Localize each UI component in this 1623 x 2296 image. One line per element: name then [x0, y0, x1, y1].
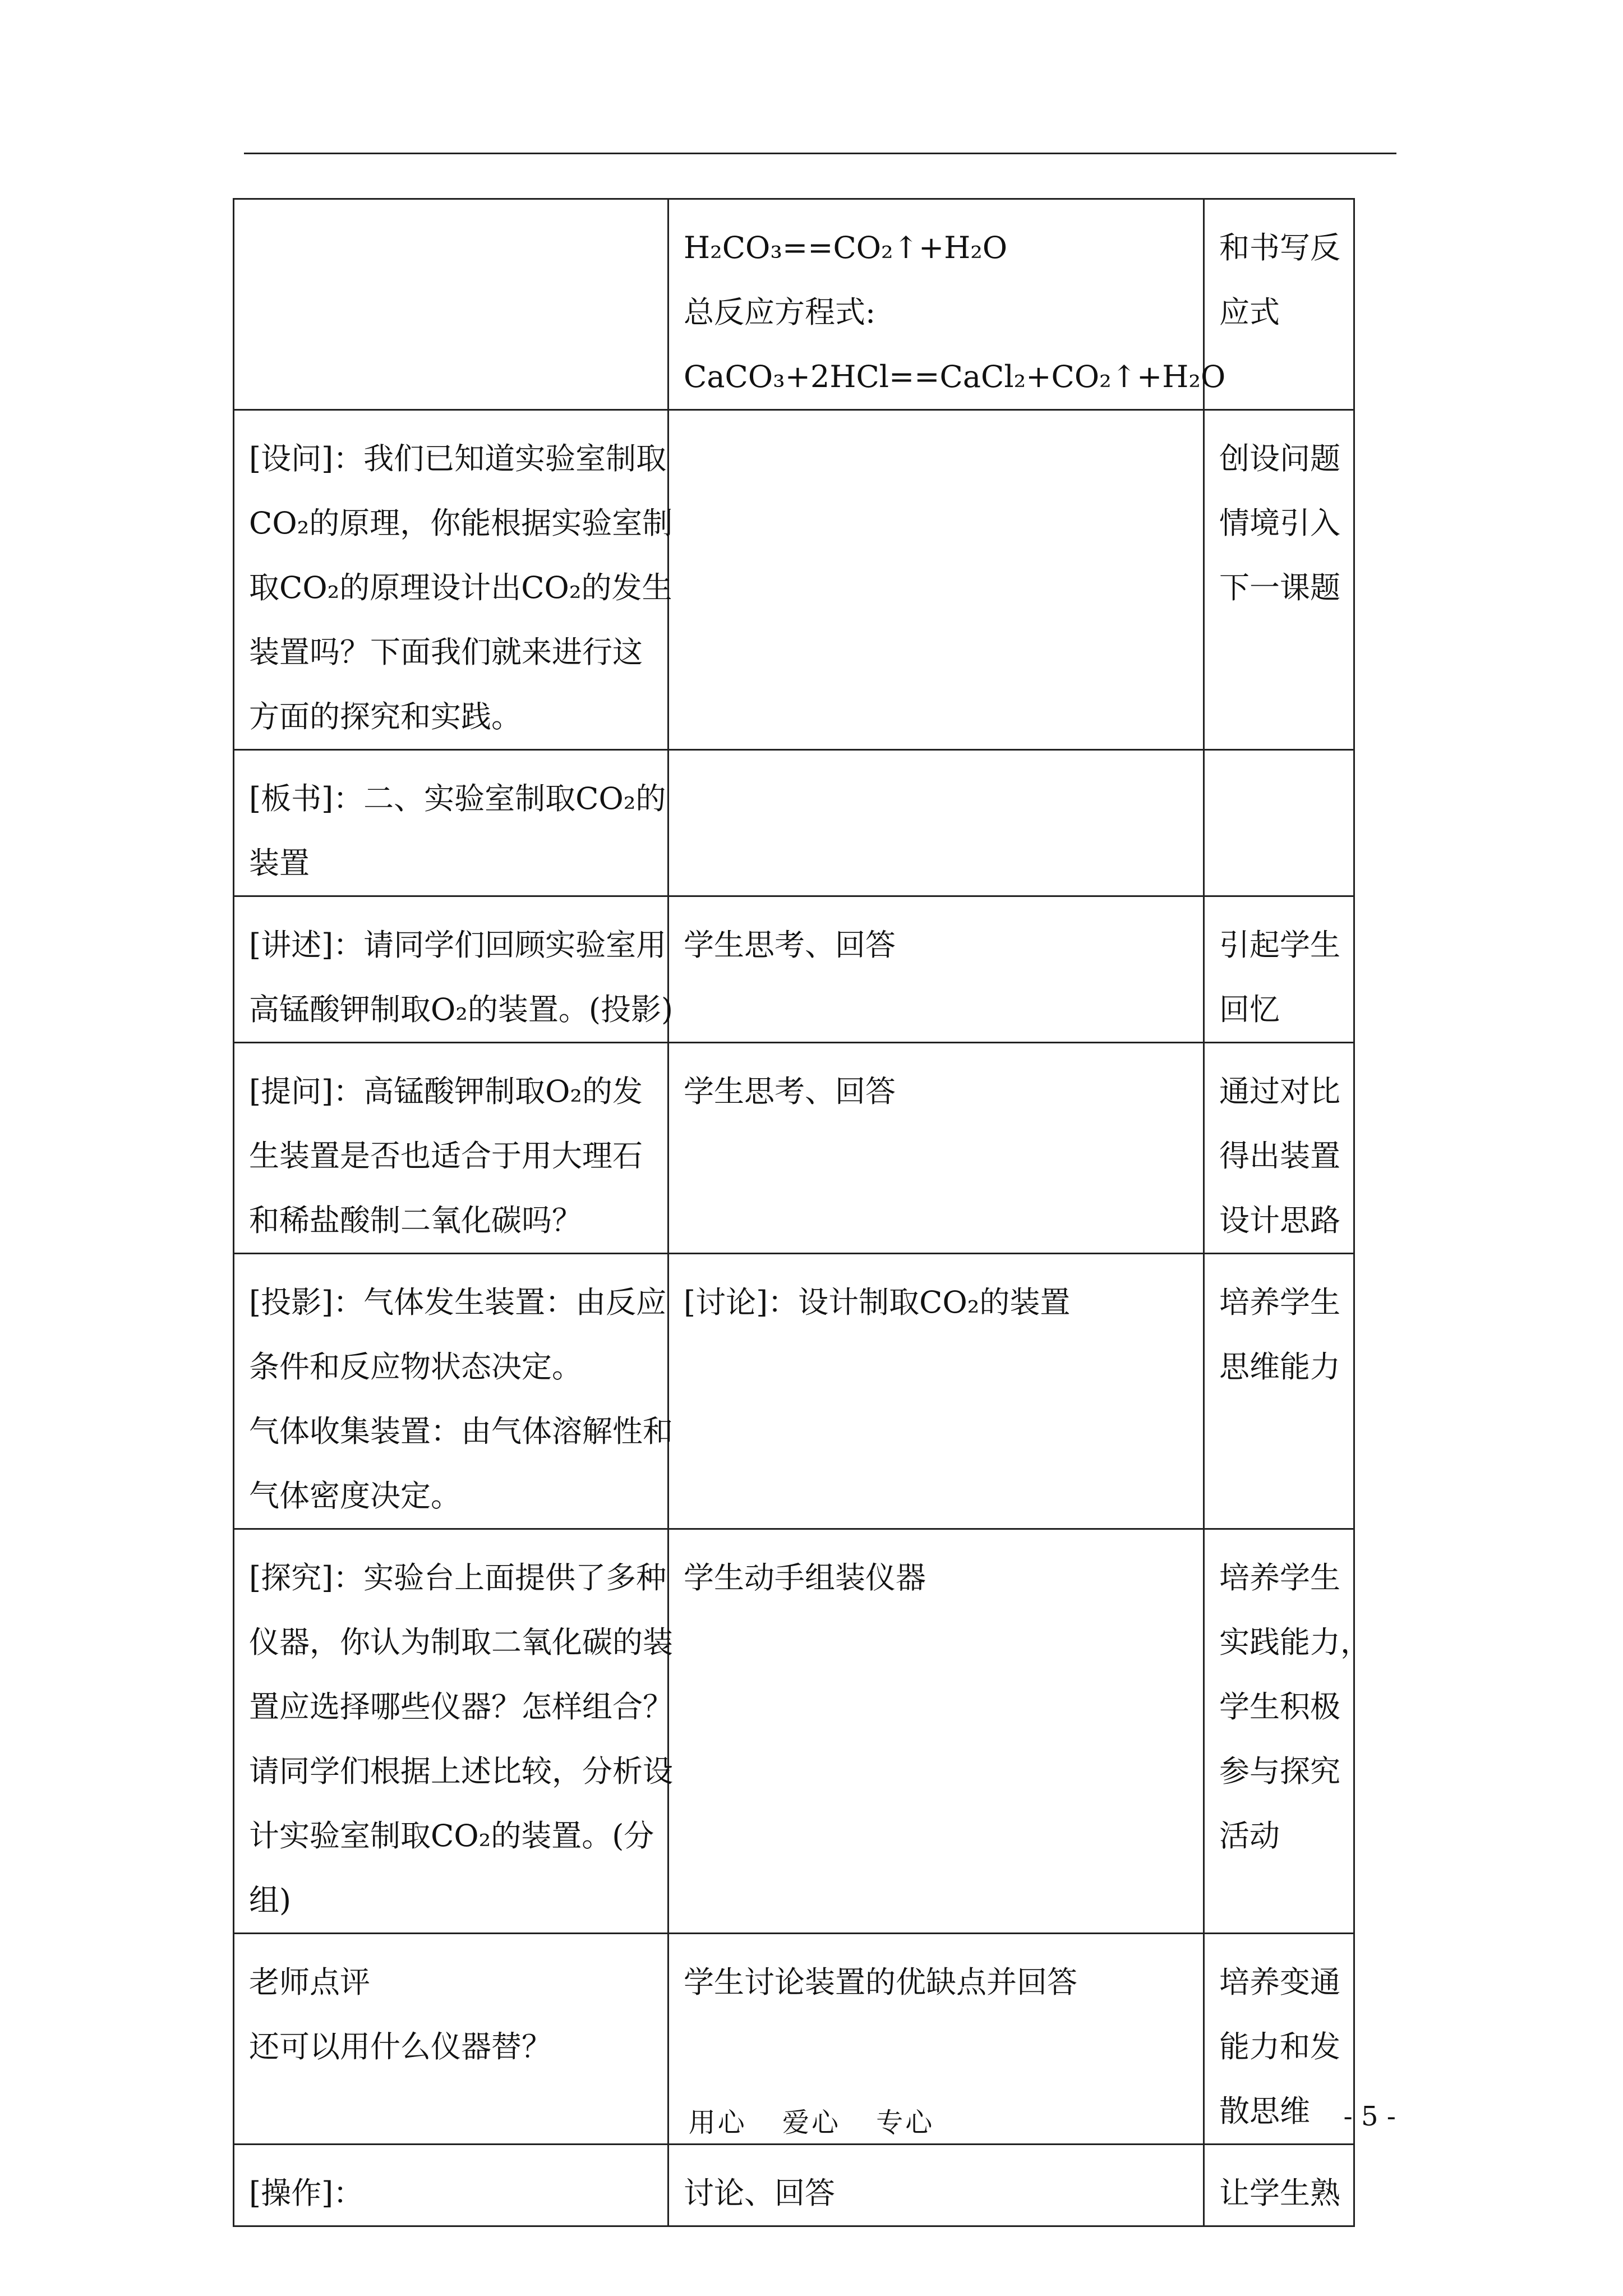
student-activity-cell	[668, 2145, 1204, 2226]
student-activity-cell	[668, 750, 1204, 896]
cell-line: 请同学们根据上述比较，分析设	[249, 1754, 673, 1789]
design-intent-cell	[1204, 199, 1354, 410]
teacher-activity-cell	[234, 896, 674, 1043]
student-activity-cell	[668, 410, 1204, 750]
table-row	[234, 1529, 1354, 1934]
cell-line: 仪器，你认为制取二氧化碳的装	[249, 1625, 673, 1660]
cell-line: 置应选择哪些仪器？怎样组合？	[249, 1689, 673, 1724]
table-row	[234, 2145, 1354, 2226]
table-row	[234, 410, 1354, 750]
design-intent-cell	[1204, 896, 1354, 1043]
cell-line: 得出装置	[1219, 1138, 1340, 1174]
table-row	[234, 1254, 1354, 1529]
design-intent-cell	[1204, 1254, 1354, 1529]
cell-line: 通过对比	[1219, 1074, 1340, 1109]
cell-line: 参与探究	[1219, 1754, 1340, 1789]
cell-line: 学生讨论装置的优缺点并回答	[684, 1964, 1077, 2000]
cell-line: 下一课题	[1219, 570, 1340, 605]
cell-line: 培养学生	[1219, 1560, 1340, 1595]
student-activity-cell	[668, 1529, 1204, 1934]
footer-word-1: 用心	[688, 2107, 747, 2138]
cell-line: 思维能力	[1219, 1349, 1340, 1384]
student-activity-cell	[668, 1043, 1204, 1254]
cell-line: [探究]：实验台上面提供了多种	[249, 1560, 667, 1595]
cell-line: 培养变通	[1219, 1964, 1340, 2000]
cell-line: 条件和反应物状态决定。	[249, 1349, 582, 1384]
table-row	[234, 896, 1354, 1043]
cell-line: 应式	[1219, 295, 1280, 330]
cell-line: 设计思路	[1219, 1203, 1340, 1238]
cell-line: [设问]：我们已知道实验室制取	[249, 441, 667, 476]
design-intent-cell	[1204, 2145, 1354, 2226]
student-activity-cell	[668, 199, 1226, 410]
cell-line: 气体密度决定。	[249, 1478, 461, 1513]
teacher-activity-cell	[234, 1529, 673, 1934]
header-rule	[244, 153, 1396, 154]
cell-line: 装置吗？下面我们就来进行这	[249, 634, 643, 670]
cell-line: 让学生熟	[1219, 2175, 1340, 2211]
cell-line: 能力和发	[1219, 2029, 1340, 2064]
cell-line: 计实验室制取CO₂的装置。(分	[249, 1818, 654, 1853]
design-intent-cell	[1204, 750, 1354, 896]
cell-line: 取CO₂的原理设计出CO₂的发生	[249, 570, 672, 605]
cell-line: [操作]：	[249, 2175, 364, 2211]
cell-line: 实践能力，	[1219, 1625, 1371, 1660]
cell-line: 学生动手组装仪器	[684, 1560, 926, 1595]
cell-line: [讨论]：设计制取CO₂的装置	[684, 1285, 1071, 1320]
table-row	[234, 750, 1354, 896]
cell-line: 学生思考、回答	[684, 927, 896, 963]
cell-line: 讨论、回答	[684, 2175, 835, 2211]
page-number: - 5 -	[1343, 2101, 1396, 2132]
cell-line: CO₂的原理，你能根据实验室制	[249, 505, 673, 541]
cell-line: 还可以用什么仪器替？	[249, 2029, 552, 2064]
cell-line: 装置	[249, 845, 310, 881]
cell-line: [讲述]：请同学们回顾实验室用	[249, 927, 667, 963]
footer-word-3: 专心	[876, 2107, 935, 2138]
cell-line: 气体收集装置：由气体溶解性和	[249, 1414, 673, 1449]
cell-line: 和书写反	[1219, 230, 1340, 265]
cell-line: H₂CO₃==CO₂↑+H₂O	[684, 230, 1008, 265]
cell-line: 老师点评	[249, 1964, 370, 2000]
design-intent-cell	[1204, 410, 1354, 750]
table-row	[234, 199, 1354, 410]
cell-line: 总反应方程式:	[684, 295, 876, 330]
cell-line: 回忆	[1219, 992, 1280, 1027]
cell-line: 创设问题	[1219, 441, 1340, 476]
cell-line: 方面的探究和实践。	[249, 699, 522, 734]
cell-line: 组)	[249, 1883, 292, 1918]
teacher-activity-cell	[234, 2145, 668, 2226]
teacher-activity-cell	[234, 1254, 673, 1529]
cell-line: 高锰酸钾制取O₂的装置。(投影)	[249, 992, 674, 1027]
cell-line: 活动	[1219, 1818, 1280, 1853]
table-row	[234, 1043, 1354, 1254]
teacher-activity-cell	[234, 1043, 668, 1254]
lesson-table	[233, 198, 1371, 2227]
cell-line: 生装置是否也适合于用大理石	[249, 1138, 643, 1174]
student-activity-cell	[668, 1254, 1204, 1529]
cell-line: 散思维	[1219, 2093, 1310, 2129]
footer-word-2: 爱心	[782, 2107, 841, 2138]
teacher-activity-cell	[234, 199, 668, 410]
cell-line: [投影]：气体发生装置：由反应	[249, 1285, 667, 1320]
cell-line: 和稀盐酸制二氧化碳吗？	[249, 1203, 582, 1238]
cell-line: [板书]：二、实验室制取CO₂的	[249, 781, 666, 816]
cell-line: 培养学生	[1219, 1285, 1340, 1320]
cell-line: 引起学生	[1219, 927, 1340, 963]
teacher-activity-cell	[234, 750, 668, 896]
cell-line: CaCO₃+2HCl==CaCl₂+CO₂↑+H₂O	[684, 359, 1226, 394]
design-intent-cell	[1204, 1043, 1354, 1254]
cell-line: [提问]：高锰酸钾制取O₂的发	[249, 1074, 643, 1109]
cell-line: 学生积极	[1219, 1689, 1340, 1724]
cell-line: 学生思考、回答	[684, 1074, 896, 1109]
teacher-activity-cell	[234, 410, 673, 750]
cell-line: 情境引入	[1219, 505, 1340, 541]
design-intent-cell	[1204, 1529, 1371, 1934]
student-activity-cell	[668, 896, 1204, 1043]
